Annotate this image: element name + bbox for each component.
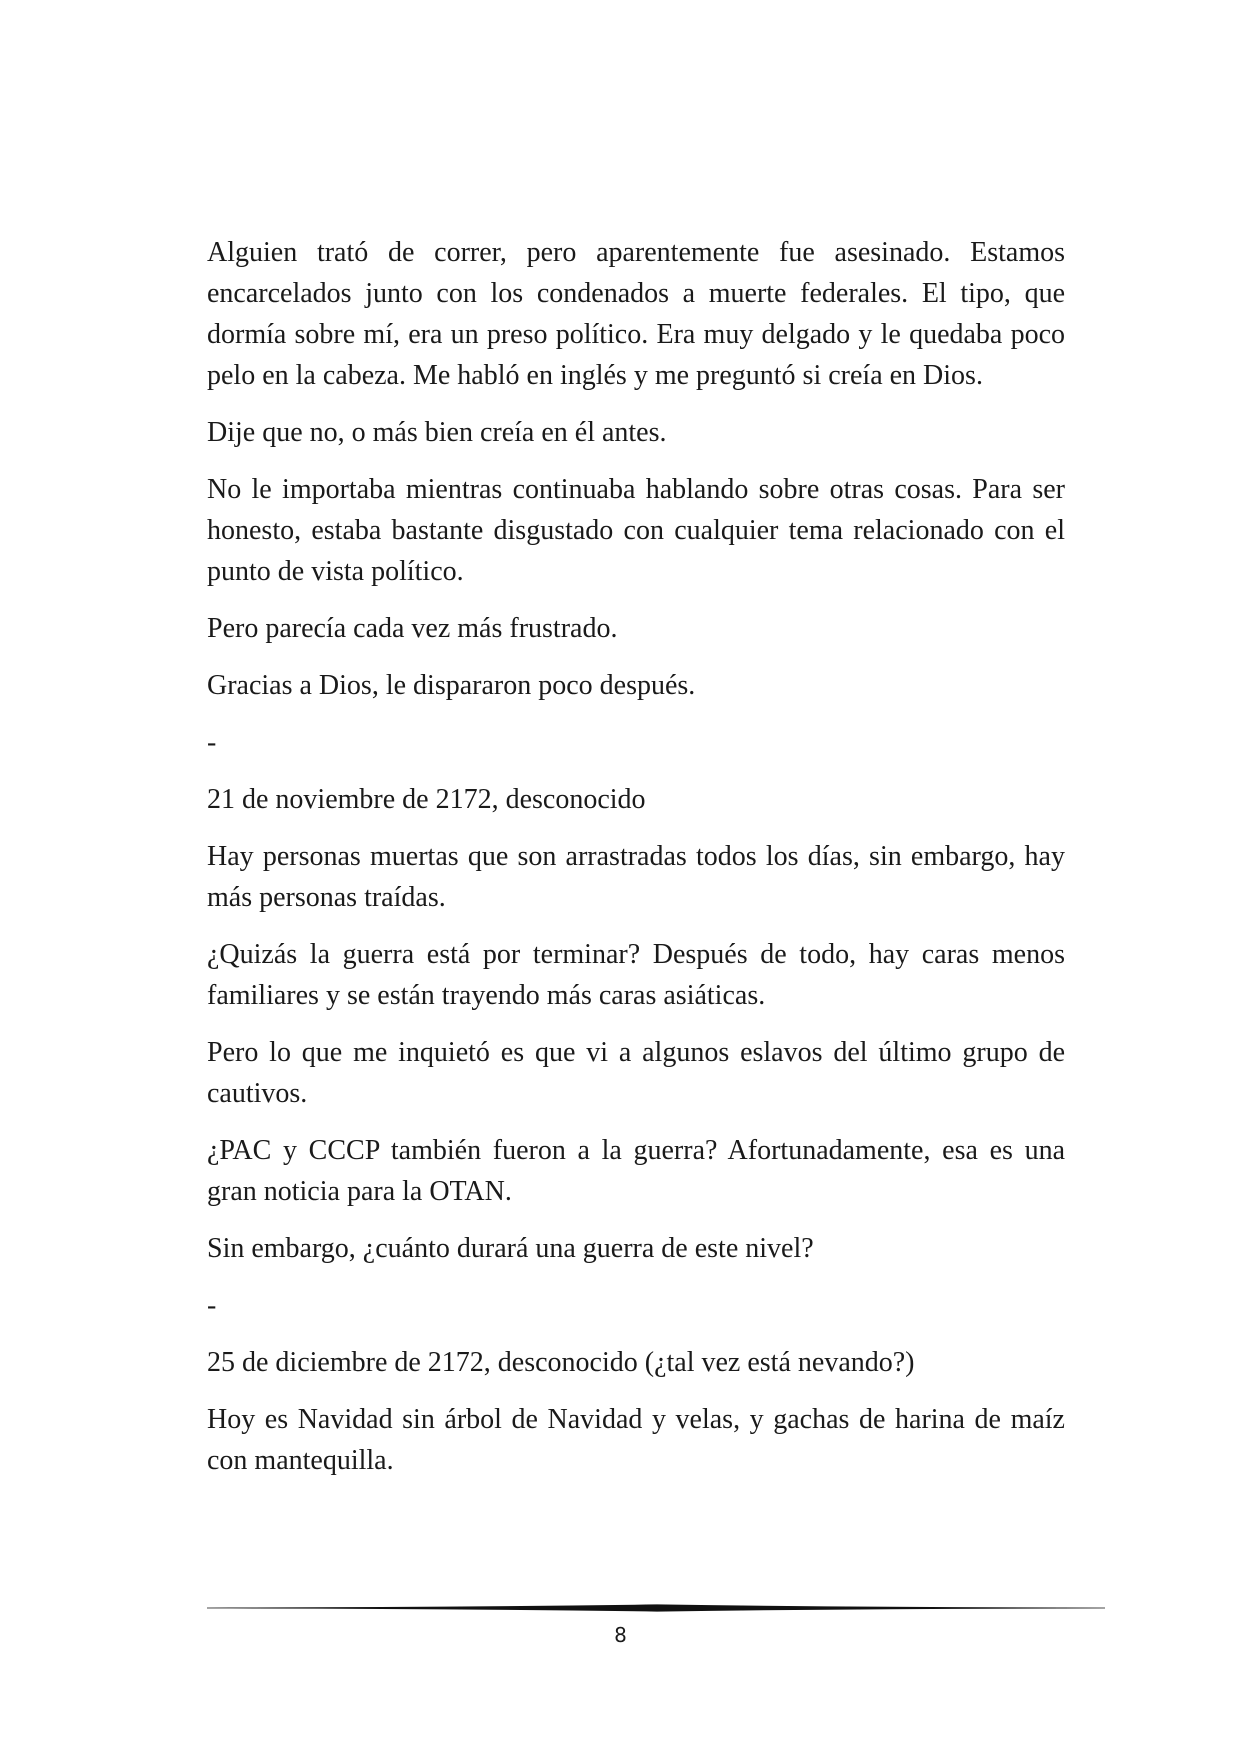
footer-divider	[207, 1604, 1105, 1612]
paragraph: Gracias a Dios, le dispararon poco después.	[207, 670, 696, 701]
page-number: 8	[614, 1623, 627, 1647]
paragraph: Alguien trató de correr, pero aparentemente fue asesinado. Estamos encarcelados junto con los condenados a muerte federales. El tipo, que dormía sobre mí, era un preso político. Era muy delgado y le quedaba poco pelo en la cabeza. Me habló en inglés y me preguntó si creía en Dios.	[207, 237, 1065, 391]
paragraph: Sin embargo, ¿cuánto durará una guerra de este nivel?	[207, 1233, 814, 1264]
paragraph: Dije que no, o más bien creía en él antes.	[207, 417, 667, 448]
entry-date-heading: 21 de noviembre de 2172, desconocido	[207, 784, 646, 815]
paragraph: Hay personas muertas que son arrastradas todos los días, sin embargo, hay más personas traídas.	[207, 841, 1065, 913]
entry-date-heading: 25 de diciembre de 2172, desconocido (¿tal vez está nevando?)	[207, 1347, 915, 1378]
paragraph: ¿Quizás la guerra está por terminar? Después de todo, hay caras menos familiares y se están trayendo más caras asiáticas.	[207, 939, 1065, 1011]
paragraph: Pero lo que me inquietó es que vi a algunos eslavos del último grupo de cautivos.	[207, 1037, 1065, 1109]
paragraph: ¿PAC y CCCP también fueron a la guerra? Afortunadamente, esa es una gran noticia para la OTAN.	[207, 1135, 1065, 1207]
paragraph: Pero parecía cada vez más frustrado.	[207, 613, 618, 644]
page-body	[207, 232, 1065, 1497]
section-separator: -	[207, 727, 217, 758]
section-separator: -	[207, 1290, 217, 1321]
paragraph: No le importaba mientras continuaba hablando sobre otras cosas. Para ser honesto, estaba bastante disgustado con cualquier tema relacionado con el punto de vista político.	[207, 474, 1065, 587]
paragraph: Hoy es Navidad sin árbol de Navidad y velas, y gachas de harina de maíz con mantequilla.	[207, 1404, 1065, 1476]
